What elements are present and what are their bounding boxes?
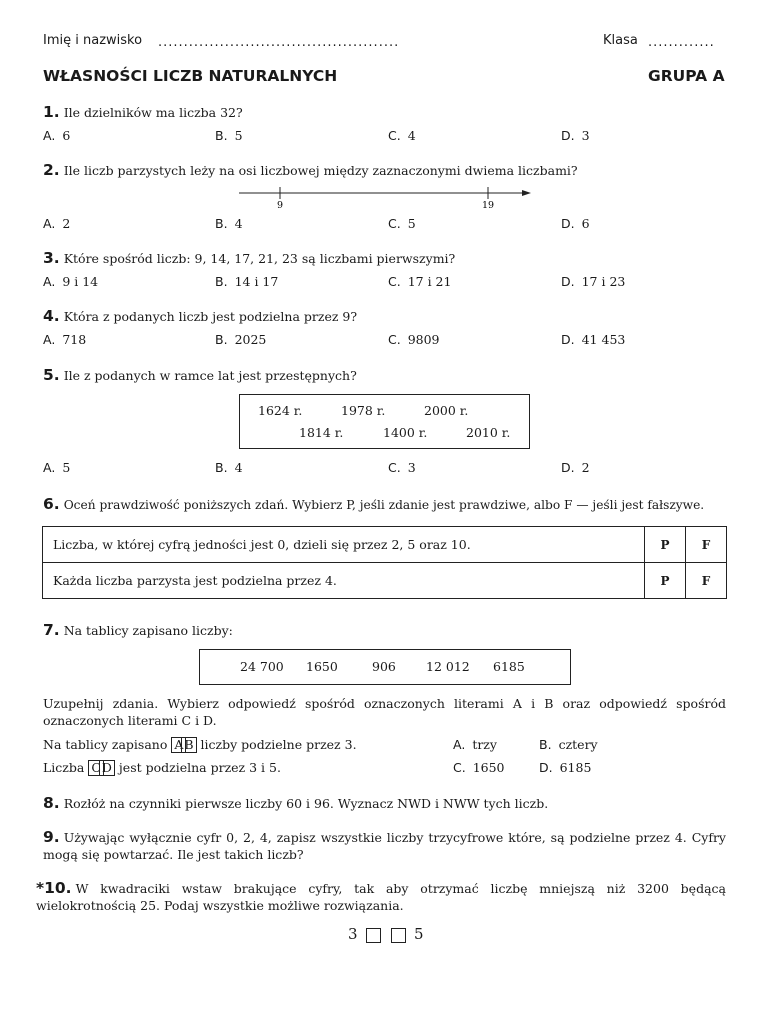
- question-4: [43, 307, 357, 325]
- year-item: 1624 r.: [258, 403, 303, 418]
- question-text: Na tablicy zapisano liczby:: [63, 623, 233, 638]
- question-text: Która z podanych liczb jest podzielna przez 9?: [63, 309, 358, 324]
- digit-five: 5: [414, 925, 424, 943]
- q1-option-d[interactable]: D. 3: [561, 128, 590, 143]
- q2-option-a[interactable]: A. 2: [43, 216, 71, 231]
- q3-option-d[interactable]: D. 17 i 23: [561, 274, 626, 289]
- board-number: 906: [372, 659, 396, 674]
- question-number: 5.: [43, 366, 60, 384]
- question-number: 9.: [43, 828, 60, 846]
- axis-label-left: 9: [276, 200, 284, 211]
- question-number: 8.: [43, 794, 60, 812]
- question-7: [43, 621, 233, 639]
- class-field[interactable]: .............: [648, 35, 715, 50]
- question-10: [36, 880, 726, 914]
- q7-instruction: Uzupełnij zdania. Wybierz odpowiedź spośród oznaczonych literami A i B oraz odpowiedź spośród oznaczonych literami C i D.: [43, 696, 726, 728]
- question-5: [43, 366, 357, 384]
- question-8: [43, 794, 548, 812]
- year-item: 1400 r.: [383, 425, 428, 440]
- year-item: 1978 r.: [341, 403, 386, 418]
- digit-three: 3: [348, 925, 358, 943]
- choice-box-a[interactable]: A: [171, 737, 186, 753]
- board-number: 12 012: [426, 659, 470, 674]
- q3-option-b[interactable]: B. 14 i 17: [215, 274, 279, 289]
- number-line: [235, 184, 535, 214]
- choice-box-c[interactable]: C: [88, 760, 104, 776]
- question-text: Ile liczb parzystych leży na osi liczbowej między zaznaczonymi dwiema liczbami?: [63, 163, 578, 178]
- question-6: [43, 495, 704, 513]
- question-1: [43, 103, 243, 121]
- axis-label-right: 19: [481, 200, 495, 211]
- q7-option-a[interactable]: A. trzy: [453, 737, 497, 752]
- q1-option-b[interactable]: B. 5: [215, 128, 243, 143]
- false-option[interactable]: F: [686, 527, 727, 563]
- question-number: 2.: [43, 161, 60, 179]
- q7-option-d[interactable]: D. 6185: [539, 760, 592, 775]
- q2-option-b[interactable]: B. 4: [215, 216, 243, 231]
- group-label: GRUPA A: [648, 67, 725, 85]
- digit-box-2[interactable]: [391, 928, 406, 943]
- q7-sentence-1: Na tablicy zapisano AB liczby podzielne przez 3.: [43, 737, 357, 752]
- q5-option-b[interactable]: B. 4: [215, 460, 243, 475]
- statement-cell: Liczba, w której cyfrą jedności jest 0, dzieli się przez 2, 5 oraz 10.: [43, 527, 645, 563]
- q2-option-c[interactable]: C. 5: [388, 216, 416, 231]
- true-option[interactable]: P: [645, 527, 686, 563]
- question-text: Ile dzielników ma liczba 32?: [63, 105, 243, 120]
- choice-box-d[interactable]: D: [99, 760, 115, 776]
- name-field[interactable]: ...............................................: [158, 35, 400, 50]
- name-label: Imię i nazwisko: [43, 33, 143, 48]
- q5-option-d[interactable]: D. 2: [561, 460, 590, 475]
- board-number: 6185: [493, 659, 525, 674]
- false-option[interactable]: F: [686, 563, 727, 599]
- q1-option-c[interactable]: C. 4: [388, 128, 416, 143]
- question-text: Ile z podanych w ramce lat jest przestępnych?: [63, 368, 357, 383]
- q3-option-a[interactable]: A. 9 i 14: [43, 274, 99, 289]
- q4-option-b[interactable]: B. 2025: [215, 332, 267, 347]
- true-false-table: [42, 526, 727, 599]
- question-text: Używając wyłącznie cyfr 0, 2, 4, zapisz wszystkie liczby trzycyfrowe które, są podzielne przez 4. Cyfry mogą się powtarzać. Ile jest takich liczb?: [43, 830, 726, 862]
- year-item: 2000 r.: [424, 403, 469, 418]
- choice-box-b[interactable]: B: [181, 737, 196, 753]
- q1-option-a[interactable]: A. 6: [43, 128, 71, 143]
- question-number: 6.: [43, 495, 60, 513]
- q4-option-a[interactable]: A. 718: [43, 332, 87, 347]
- q4-option-d[interactable]: D. 41 453: [561, 332, 626, 347]
- question-number: 1.: [43, 103, 60, 121]
- question-number: 3.: [43, 249, 60, 267]
- true-option[interactable]: P: [645, 563, 686, 599]
- statement-cell: Każda liczba parzysta jest podzielna przez 4.: [43, 563, 645, 599]
- q4-option-c[interactable]: C. 9809: [388, 332, 440, 347]
- board-number: 24 700: [240, 659, 284, 674]
- table-row: [43, 563, 727, 599]
- question-text: W kwadraciki wstaw brakujące cyfry, tak aby otrzymać liczbę mniejszą niż 3200 będącą wielokrotnością 25. Podaj wszystkie możliwe rozwiązania.: [36, 881, 726, 913]
- q7-option-c[interactable]: C. 1650: [453, 760, 505, 775]
- table-row: [43, 527, 727, 563]
- question-number: *10.: [36, 879, 72, 897]
- question-2: [43, 161, 578, 179]
- year-item: 2010 r.: [466, 425, 511, 440]
- q3-option-c[interactable]: C. 17 i 21: [388, 274, 452, 289]
- question-9: [43, 829, 726, 863]
- q7-option-b[interactable]: B. cztery: [539, 737, 598, 752]
- question-number: 7.: [43, 621, 60, 639]
- q2-option-d[interactable]: D. 6: [561, 216, 590, 231]
- class-label: Klasa: [603, 33, 638, 48]
- question-text: Które spośród liczb: 9, 14, 17, 21, 23 są liczbami pierwszymi?: [63, 251, 456, 266]
- q5-option-c[interactable]: C. 3: [388, 460, 416, 475]
- question-number: 4.: [43, 307, 60, 325]
- question-text: Rozłóż na czynniki pierwsze liczby 60 i 96. Wyznacz NWD i NWW tych liczb.: [63, 796, 549, 811]
- q7-sentence-2: Liczba CD jest podzielna przez 3 i 5.: [43, 760, 281, 775]
- digit-box-1[interactable]: [366, 928, 381, 943]
- question-text: Oceń prawdziwość poniższych zdań. Wybierz P, jeśli zdanie jest prawdziwe, albo F — jeśli jest fałszywe.: [63, 498, 705, 512]
- q5-option-a[interactable]: A. 5: [43, 460, 71, 475]
- question-3: [43, 249, 455, 267]
- year-item: 1814 r.: [299, 425, 344, 440]
- worksheet-title: WŁASNOŚCI LICZB NATURALNYCH: [43, 67, 338, 85]
- board-number: 1650: [306, 659, 338, 674]
